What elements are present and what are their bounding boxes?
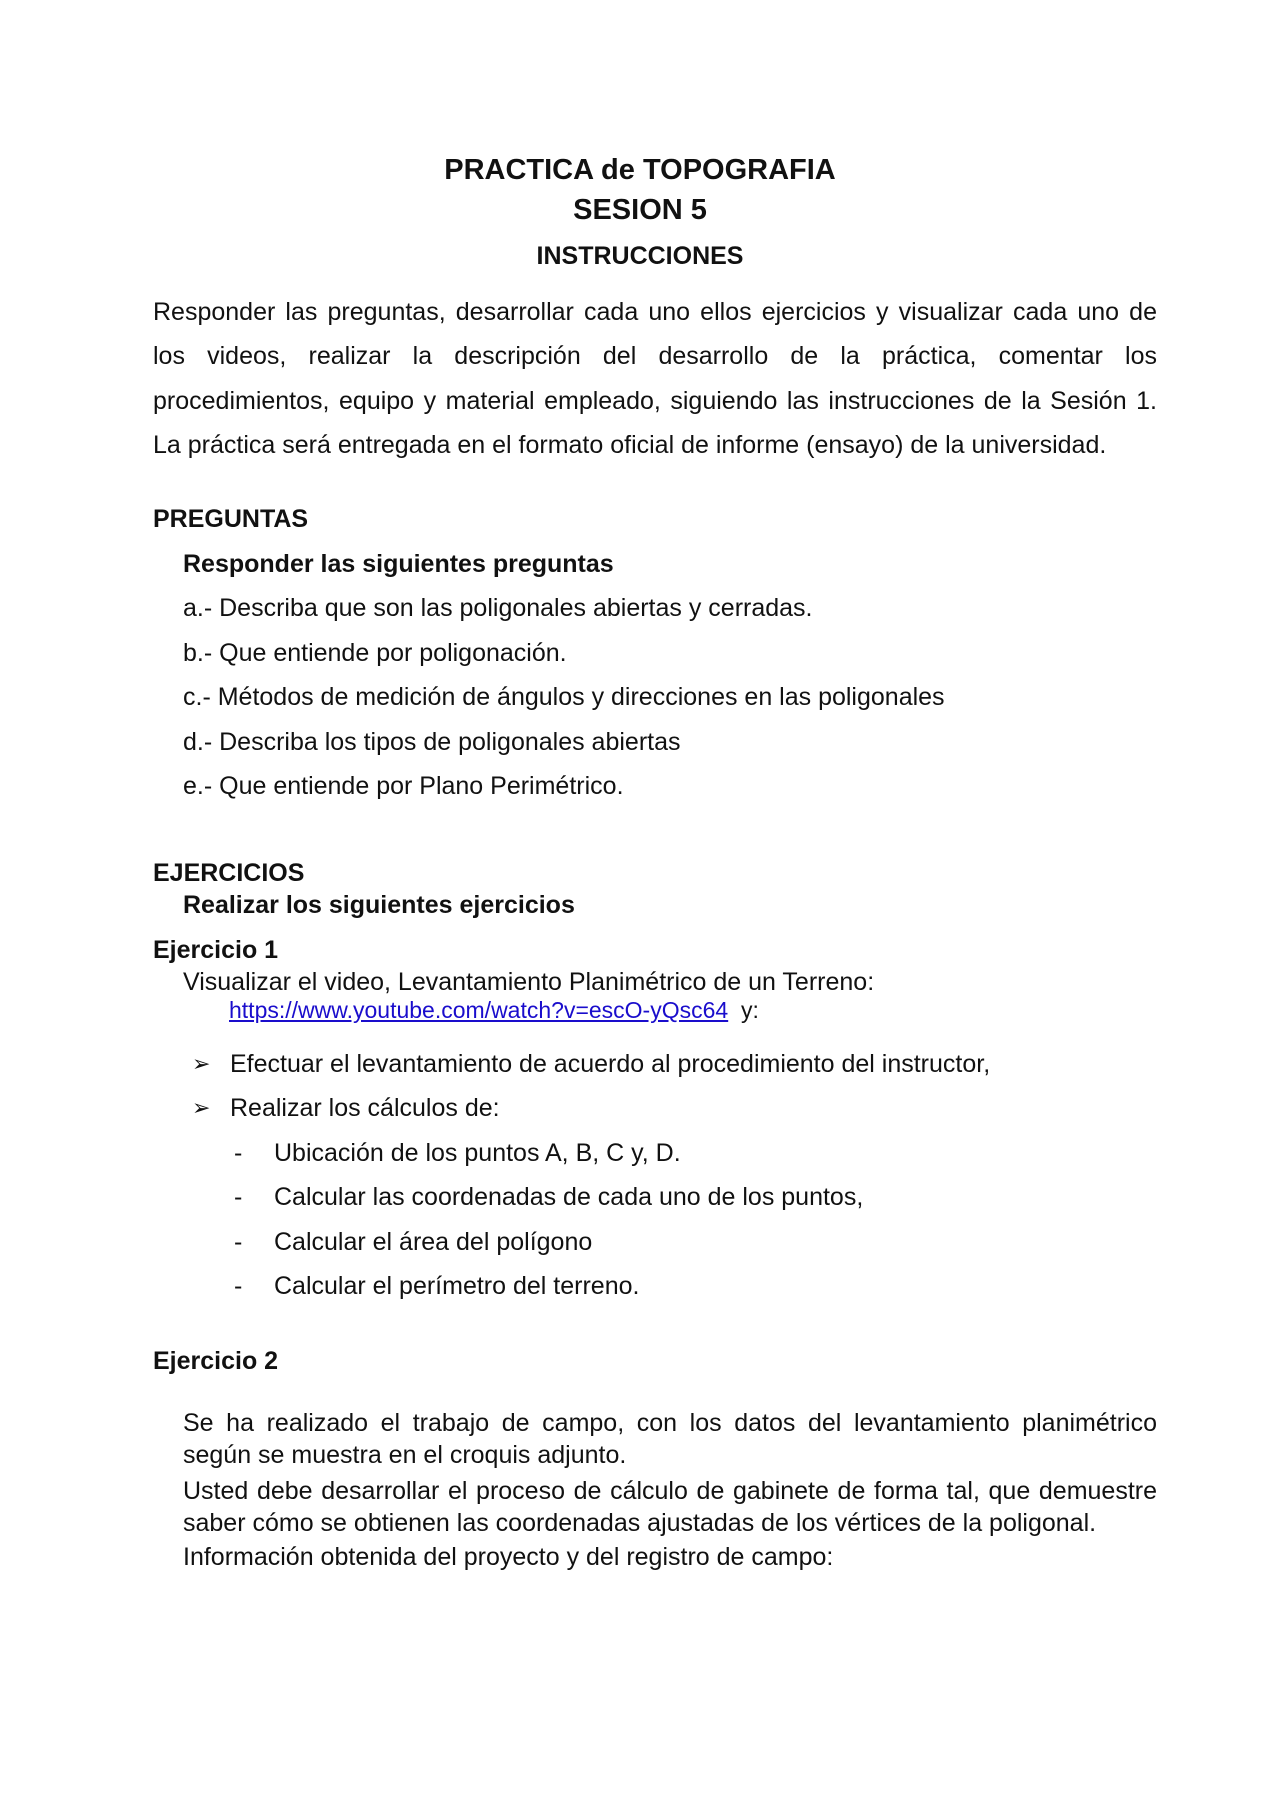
ejercicio-2-line-1: Se ha realizado el trabajo de campo, con los datos del levantamiento planimétrico [183, 1409, 1157, 1437]
ejercicio-1-heading: Ejercicio 1 [153, 936, 279, 964]
ejercicio-1-bullet-1: Efectuar el levantamiento de acuerdo al procedimiento del instructor, [230, 1050, 991, 1078]
pregunta-a: a.- Describa que son las poligonales abiertas y cerradas. [183, 594, 813, 622]
ejercicio-1-subitem-3: Calcular el área del polígono [274, 1228, 593, 1256]
preguntas-subheading: Responder las siguientes preguntas [183, 550, 614, 578]
instructions-line-2: los videos, realizar la descripción del desarrollo de la práctica, comentar los [153, 342, 1157, 370]
ejercicio-1-intro: Visualizar el video, Levantamiento Planimétrico de un Terreno: [183, 968, 875, 996]
pregunta-c: c.- Métodos de medición de ángulos y direcciones en las poligonales [183, 683, 945, 711]
ejercicio-1-subitem-1: Ubicación de los puntos A, B, C y, D. [274, 1139, 681, 1167]
ejercicio-1-bullet-2: Realizar los cálculos de: [230, 1094, 500, 1122]
ejercicio-2-line-5: Información obtenida del proyecto y del registro de campo: [183, 1543, 834, 1571]
pregunta-e: e.- Que entiende por Plano Perimétrico. [183, 772, 624, 800]
video-link-suffix [728, 997, 759, 1023]
arrow-bullet-icon: ➢ [192, 1051, 211, 1076]
ejercicio-2-line-4: saber cómo se obtienen las coordenadas ajustadas de los vértices de la poligonal. [183, 1509, 1097, 1537]
dash-marker: - [234, 1183, 243, 1211]
video-link-line [229, 995, 759, 1025]
document-title: PRACTICA de TOPOGRAFIA [444, 154, 836, 186]
link-suffix-text: y: [740, 997, 759, 1023]
ejercicio-1-subitem-2: Calcular las coordenadas de cada uno de los puntos, [274, 1183, 864, 1211]
instructions-line-4: La práctica será entregada en el formato oficial de informe (ensayo) de la universidad. [153, 431, 1107, 459]
instructions-line-1: Responder las preguntas, desarrollar cada uno ellos ejercicios y visualizar cada uno de [153, 298, 1157, 326]
dash-marker: - [234, 1272, 243, 1300]
ejercicios-subheading: Realizar los siguientes ejercicios [183, 891, 575, 919]
preguntas-heading: PREGUNTAS [153, 505, 309, 533]
ejercicio-2-heading: Ejercicio 2 [153, 1347, 279, 1375]
instructions-heading: INSTRUCCIONES [536, 242, 744, 270]
ejercicio-1-subitem-4: Calcular el perímetro del terreno. [274, 1272, 640, 1300]
ejercicios-heading: EJERCICIOS [153, 859, 305, 887]
dash-marker: - [234, 1228, 243, 1256]
dash-marker: - [234, 1139, 243, 1167]
video-link[interactable]: https://www.youtube.com/watch?v=escO-yQsc64 [229, 997, 729, 1023]
session-title: SESION 5 [573, 194, 707, 226]
ejercicio-2-line-3: Usted debe desarrollar el proceso de cálculo de gabinete de forma tal, que demuestre [183, 1477, 1157, 1505]
instructions-line-3: procedimientos, equipo y material empleado, siguiendo las instrucciones de la Sesión 1. [153, 387, 1157, 415]
pregunta-d: d.- Describa los tipos de poligonales abiertas [183, 728, 681, 756]
ejercicio-2-line-2: según se muestra en el croquis adjunto. [183, 1441, 627, 1469]
pregunta-b: b.- Que entiende por poligonación. [183, 639, 567, 667]
arrow-bullet-icon: ➢ [192, 1095, 211, 1120]
